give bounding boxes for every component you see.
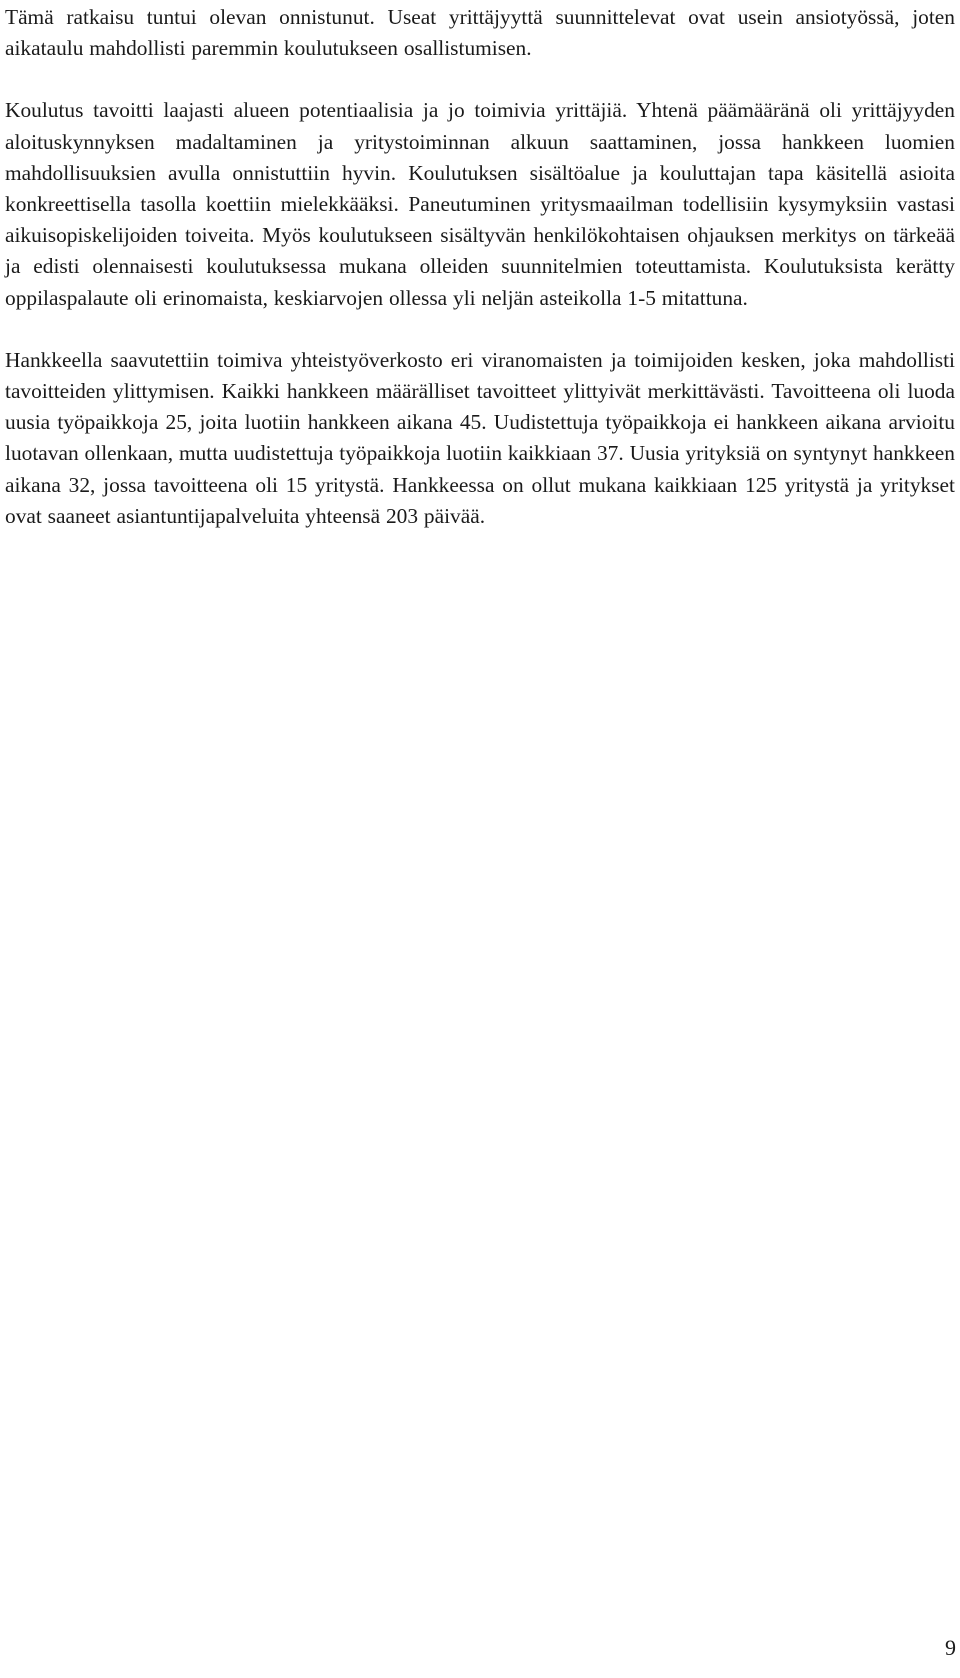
paragraph-1: Tämä ratkaisu tuntui olevan onnistunut. Useat yrittäjyyttä suunnittelevat ovat usein ansiotyössä, joten aikataulu mahdollisti paremmin koulutukseen osallistumisen. <box>5 5 955 61</box>
document-page <box>5 2 955 532</box>
paragraph-2: Koulutus tavoitti laajasti alueen potentiaalisia ja jo toimivia yrittäjiä. Yhtenä päämääränä oli yrittäjyyden aloituskynnyksen madaltaminen ja yritystoiminnan alkuun saattaminen, jossa hankkeen luomien mahdollisuuksien avulla onnistuttiin hyvin. Koulutuksen sisältöalue ja kouluttajan tapa käsitellä asioita konkreettisella tasolla koettiin mielekkääksi. Paneutuminen yritysmaailman todellisiin kysymyksiin vastasi aikuisopiskelijoiden toiveita. Myös koulutukseen sisältyvän henkilökohtaisen ohjauksen merkitys on tärkeää ja edisti olennaisesti koulutuksessa mukana olleiden suunnitelmien toteuttamista. Koulutuksista kerätty oppilaspalaute oli erinomaista, keskiarvojen ollessa yli neljän asteikolla 1-5 mitattuna. <box>5 98 955 310</box>
paragraph-3: Hankkeella saavutettiin toimiva yhteistyöverkosto eri viranomaisten ja toimijoiden kesken, joka mahdollisti tavoitteiden ylittymisen. Kaikki hankkeen määrälliset tavoitteet ylittyivät merkittävästi. Tavoitteena oli luoda uusia työpaikkoja 25, joita luotiin hankkeen aikana 45. Uudistettuja työpaikkoja ei hankkeen aikana arvioitu luotavan ollenkaan, mutta uudistettuja työpaikkoja luotiin kaikkiaan 37. Uusia yrityksiä on syntynyt hankkeen aikana 32, jossa tavoitteena oli 15 yritystä. Hankkeessa on ollut mukana kaikkiaan 125 yritystä ja yritykset ovat saaneet asiantuntijapalveluita yhteensä 203 päivää. <box>5 347 955 528</box>
page-number: 9 <box>945 1635 956 1660</box>
